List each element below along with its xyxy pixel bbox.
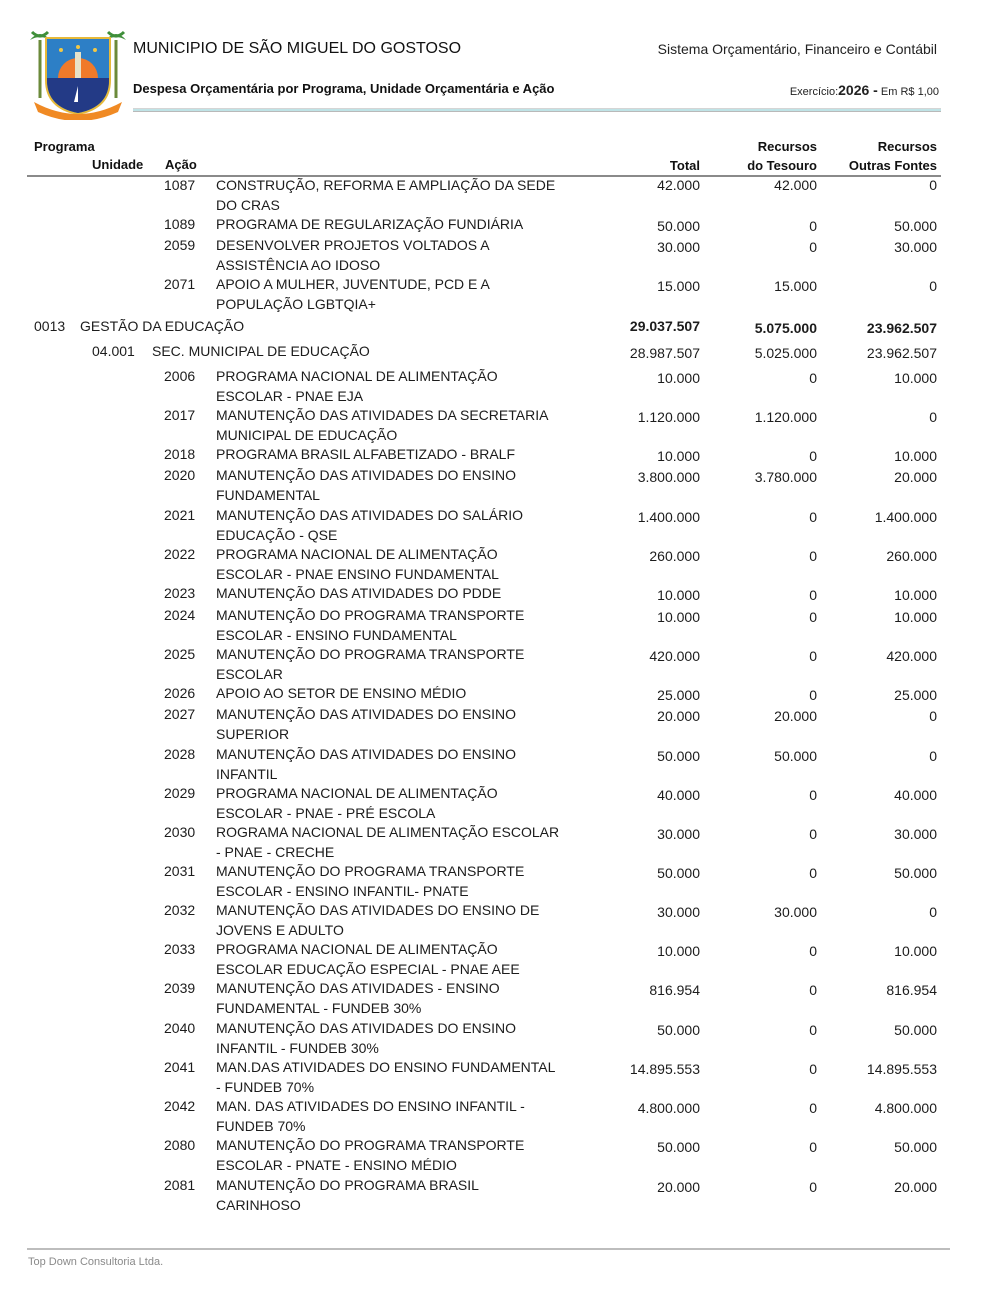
- acao-code: 2024: [164, 607, 196, 623]
- total-value: 3.800.000: [637, 469, 700, 485]
- outras-value: 20.000: [894, 469, 937, 485]
- acao-code: 2041: [164, 1059, 196, 1075]
- acao-code: 2022: [164, 546, 196, 562]
- acao-code: 2059: [164, 237, 196, 253]
- acao-code: 2017: [164, 407, 196, 423]
- tesouro-value: 0: [809, 609, 817, 625]
- outras-value: 30.000: [894, 826, 937, 842]
- tesouro-value: 0: [809, 826, 817, 842]
- acao-desc: MANUTENÇÃO DO PROGRAMA TRANSPORTE ESCOLAR - PNATE - ENSINO MÉDIO: [216, 1137, 525, 1173]
- outras-value: 0: [929, 904, 937, 920]
- acao-code: 2080: [164, 1137, 196, 1153]
- tesouro-value: 0: [809, 1061, 817, 1077]
- outras-value: 0: [929, 409, 937, 425]
- acao-code: 2021: [164, 507, 196, 523]
- tesouro-value: 0: [809, 787, 817, 803]
- acao-desc: PROGRAMA NACIONAL DE ALIMENTAÇÃO ESCOLAR - PNAE - PRÉ ESCOLA: [216, 785, 498, 821]
- tesouro-value: 0: [809, 1100, 817, 1116]
- outras-value: 10.000: [894, 370, 937, 386]
- col-outras-line2: Outras Fontes: [848, 158, 937, 173]
- tesouro-value: 3.780.000: [754, 469, 817, 485]
- col-programa: Programa: [34, 139, 95, 154]
- tesouro-value: 0: [809, 865, 817, 881]
- total-value: 1.120.000: [637, 409, 700, 425]
- acao-code: 2029: [164, 785, 196, 801]
- tesouro-value: 0: [809, 982, 817, 998]
- tesouro-value: 0: [809, 1022, 817, 1038]
- municipality-name: MUNICIPIO DE SÃO MIGUEL DO GOSTOSO: [133, 40, 462, 57]
- acao-desc: MANUTENÇÃO DO PROGRAMA BRASIL CARINHOSO: [216, 1177, 479, 1213]
- programa-code: 0013: [34, 318, 66, 334]
- acao-code: 2071: [164, 276, 196, 292]
- outras-value: 0: [929, 708, 937, 724]
- acao-code: 2031: [164, 863, 196, 879]
- outras-value: 0: [929, 748, 937, 764]
- outras-value: 10.000: [894, 448, 937, 464]
- acao-code: 2027: [164, 706, 196, 722]
- acao-desc: MAN.DAS ATIVIDADES DO ENSINO FUNDAMENTAL - FUNDEB 70%: [216, 1059, 555, 1095]
- acao-desc: CONSTRUÇÃO, REFORMA E AMPLIAÇÃO DA SEDE DO CRAS: [216, 177, 556, 213]
- outras-value: 10.000: [894, 943, 937, 959]
- exercicio-label: Exercício:: [789, 86, 839, 98]
- total-value: 4.800.000: [637, 1100, 700, 1116]
- acao-desc: MANUTENÇÃO DO PROGRAMA TRANSPORTE ESCOLAR - ENSINO INFANTIL- PNATE: [216, 863, 525, 899]
- outras-value: 0: [929, 177, 937, 193]
- acao-desc: PROGRAMA NACIONAL DE ALIMENTAÇÃO ESCOLAR - PNAE EJA: [216, 368, 498, 404]
- tesouro-value: 30.000: [774, 904, 817, 920]
- acao-desc: MAN. DAS ATIVIDADES DO ENSINO INFANTIL - FUNDEB 70%: [216, 1098, 525, 1134]
- acao-desc: MANUTENÇÃO DAS ATIVIDADES DO SALÁRIO EDUCAÇÃO - QSE: [216, 507, 524, 543]
- footer-divider: [27, 1248, 950, 1250]
- acao-code: 2020: [164, 467, 196, 483]
- total-value: 50.000: [657, 865, 700, 881]
- header-divider: [133, 108, 941, 112]
- col-total: Total: [669, 158, 700, 173]
- col-outras-line1: Recursos: [877, 139, 937, 154]
- acao-code: 2030: [164, 824, 196, 840]
- acao-desc: APOIO AO SETOR DE ENSINO MÉDIO: [216, 685, 467, 701]
- outras-value: 1.400.000: [874, 509, 937, 525]
- acao-code: 2028: [164, 746, 196, 762]
- total-value: 14.895.553: [629, 1061, 700, 1077]
- tesouro-value: 20.000: [774, 708, 817, 724]
- acao-code: 2032: [164, 902, 196, 918]
- acao-desc: ROGRAMA NACIONAL DE ALIMENTAÇÃO ESCOLAR - PNAE - CRECHE: [216, 824, 560, 860]
- total-value: 10.000: [657, 609, 700, 625]
- total-value: 10.000: [657, 370, 700, 386]
- total-value: 50.000: [657, 1022, 700, 1038]
- total-value: 15.000: [657, 278, 700, 294]
- total-value: 20.000: [657, 708, 700, 724]
- total-value: 42.000: [657, 177, 700, 193]
- col-acao: Ação: [165, 157, 197, 172]
- tesouro-value: 0: [809, 943, 817, 959]
- total-value: 816.954: [649, 982, 700, 998]
- currency-unit: Em R$ 1,00: [880, 86, 939, 98]
- total-value: 10.000: [657, 943, 700, 959]
- acao-code: 2025: [164, 646, 196, 662]
- tesouro-value: 42.000: [774, 177, 817, 193]
- tesouro-value: 50.000: [774, 748, 817, 764]
- tesouro-value: 0: [809, 548, 817, 564]
- report-title: Despesa Orçamentária por Programa, Unidade Orçamentária e Ação: [133, 81, 555, 96]
- outras-value: 25.000: [894, 687, 937, 703]
- total-value: 50.000: [657, 218, 700, 234]
- outras-value: 30.000: [894, 239, 937, 255]
- unidade-tesouro: 5.025.000: [754, 345, 817, 361]
- tesouro-value: 0: [809, 648, 817, 664]
- outras-value: 10.000: [894, 609, 937, 625]
- total-value: 420.000: [649, 648, 700, 664]
- acao-desc: APOIO A MULHER, JUVENTUDE, PCD E A POPULAÇÃO LGBTQIA+: [216, 276, 490, 312]
- acao-desc: MANUTENÇÃO DO PROGRAMA TRANSPORTE ESCOLAR - ENSINO FUNDAMENTAL: [216, 607, 525, 643]
- acao-code: 2033: [164, 941, 196, 957]
- tesouro-value: 0: [809, 1179, 817, 1195]
- coat-of-arms-icon: [28, 28, 128, 120]
- acao-desc: MANUTENÇÃO DO PROGRAMA TRANSPORTE ESCOLAR: [216, 646, 525, 682]
- unidade-code: 04.001: [92, 343, 135, 359]
- outras-value: 50.000: [894, 1022, 937, 1038]
- outras-value: 420.000: [886, 648, 937, 664]
- outras-value: 10.000: [894, 587, 937, 603]
- outras-value: 50.000: [894, 865, 937, 881]
- acao-code: 2026: [164, 685, 196, 701]
- unidade-outras: 23.962.507: [866, 345, 937, 361]
- tesouro-value: 0: [809, 1139, 817, 1155]
- acao-desc: MANUTENÇÃO DAS ATIVIDADES DO ENSINO SUPERIOR: [216, 706, 517, 742]
- tesouro-value: 1.120.000: [754, 409, 817, 425]
- acao-desc: MANUTENÇÃO DAS ATIVIDADES DO ENSINO FUNDAMENTAL: [216, 467, 517, 503]
- col-unidade: Unidade: [92, 157, 144, 172]
- total-value: 40.000: [657, 787, 700, 803]
- programa-total: 29.037.507: [629, 318, 700, 334]
- acao-desc: MANUTENÇÃO DAS ATIVIDADES DO ENSINO INFANTIL: [216, 746, 517, 782]
- acao-desc: MANUTENÇÃO DAS ATIVIDADES DA SECRETARIA MUNICIPAL DE EDUCAÇÃO: [216, 407, 548, 443]
- col-tesouro-line1: Recursos: [757, 139, 817, 154]
- outras-value: 816.954: [886, 982, 937, 998]
- acao-code: 1087: [164, 177, 196, 193]
- total-value: 1.400.000: [637, 509, 700, 525]
- programa-name: GESTÃO DA EDUCAÇÃO: [80, 318, 245, 334]
- tesouro-value: 0: [809, 448, 817, 464]
- outras-value: 4.800.000: [874, 1100, 937, 1116]
- acao-desc: PROGRAMA DE REGULARIZAÇÃO FUNDIÁRIA: [216, 216, 524, 232]
- acao-code: 2039: [164, 980, 196, 996]
- coat-of-arms-logo: [28, 28, 128, 120]
- acao-desc: DESENVOLVER PROJETOS VOLTADOS A ASSISTÊNCIA AO IDOSO: [216, 237, 489, 273]
- tesouro-value: 0: [809, 687, 817, 703]
- total-value: 25.000: [657, 687, 700, 703]
- exercicio-year: 2026 -: [838, 82, 878, 98]
- outras-value: 20.000: [894, 1179, 937, 1195]
- acao-code: 2042: [164, 1098, 196, 1114]
- acao-code: 2006: [164, 368, 196, 384]
- unidade-total: 28.987.507: [629, 345, 700, 361]
- tesouro-value: 0: [809, 239, 817, 255]
- total-value: 10.000: [657, 448, 700, 464]
- outras-value: 50.000: [894, 1139, 937, 1155]
- acao-desc: MANUTENÇÃO DAS ATIVIDADES - ENSINO FUNDAMENTAL - FUNDEB 30%: [216, 980, 500, 1016]
- outras-value: 50.000: [894, 218, 937, 234]
- acao-desc: PROGRAMA BRASIL ALFABETIZADO - BRALF: [216, 446, 516, 462]
- total-value: 50.000: [657, 1139, 700, 1155]
- tesouro-value: 0: [809, 370, 817, 386]
- system-name: Sistema Orçamentário, Financeiro e Contábil: [657, 41, 937, 57]
- total-value: 30.000: [657, 239, 700, 255]
- acao-code: 2040: [164, 1020, 196, 1036]
- col-tesouro-line2: do Tesouro: [747, 158, 817, 173]
- total-value: 50.000: [657, 748, 700, 764]
- outras-value: 14.895.553: [866, 1061, 937, 1077]
- exercicio-info: [790, 82, 939, 98]
- acao-desc: MANUTENÇÃO DAS ATIVIDADES DO ENSINO INFANTIL - FUNDEB 30%: [216, 1020, 517, 1056]
- acao-desc: MANUTENÇÃO DAS ATIVIDADES DO ENSINO DE JOVENS E ADULTO: [216, 902, 540, 938]
- programa-tesouro: 5.075.000: [754, 320, 817, 336]
- total-value: 260.000: [649, 548, 700, 564]
- outras-value: 0: [929, 278, 937, 294]
- outras-value: 260.000: [886, 548, 937, 564]
- tesouro-value: 0: [809, 509, 817, 525]
- outras-value: 40.000: [894, 787, 937, 803]
- total-value: 30.000: [657, 826, 700, 842]
- acao-desc: MANUTENÇÃO DAS ATIVIDADES DO PDDE: [216, 585, 502, 601]
- tesouro-value: 0: [809, 587, 817, 603]
- programa-outras: 23.962.507: [866, 320, 937, 336]
- footer-company: Top Down Consultoria Ltda.: [28, 1256, 164, 1268]
- acao-code: 2023: [164, 585, 196, 601]
- acao-code: 2018: [164, 446, 196, 462]
- total-value: 20.000: [657, 1179, 700, 1195]
- acao-desc: PROGRAMA NACIONAL DE ALIMENTAÇÃO ESCOLAR - PNAE ENSINO FUNDAMENTAL: [216, 546, 499, 582]
- acao-code: 2081: [164, 1177, 196, 1193]
- acao-desc: PROGRAMA NACIONAL DE ALIMENTAÇÃO ESCOLAR EDUCAÇÃO ESPECIAL - PNAE AEE: [216, 941, 520, 977]
- tesouro-value: 0: [809, 218, 817, 234]
- tesouro-value: 15.000: [774, 278, 817, 294]
- unidade-name: SEC. MUNICIPAL DE EDUCAÇÃO: [152, 343, 370, 359]
- total-value: 10.000: [657, 587, 700, 603]
- acao-code: 1089: [164, 216, 196, 232]
- total-value: 30.000: [657, 904, 700, 920]
